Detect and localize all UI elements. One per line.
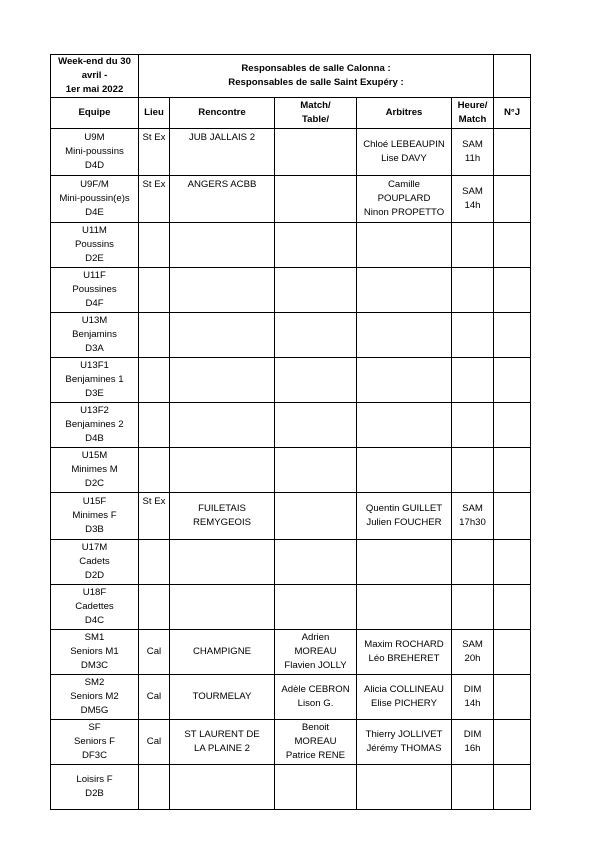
equipe-cell: U15M Minimes M D2C [51,448,139,493]
nj-cell [494,403,531,448]
heure-cell [452,448,494,493]
nj-cell [494,585,531,630]
table-cell [275,585,357,630]
lieu-cell: Cal [139,720,170,765]
nj-cell [494,675,531,720]
arbitres-cell: Camille POUPLARD Ninon PROPETTO [357,176,452,223]
equipe-cell: SM1 Seniors M1 DM3C [51,630,139,675]
nj-cell [494,268,531,313]
table-cell [275,358,357,403]
lieu-cell [139,540,170,585]
table-cell [275,765,357,810]
table-row [51,585,531,630]
col-header-lieu: Lieu [139,98,170,129]
lieu-cell [139,223,170,268]
nj-cell [494,358,531,403]
responsables-label: Responsables de salle Calonna : Responsables de salle Saint Exupéry : [139,55,494,98]
col-header-equipe: Equipe [51,98,139,129]
equipe-cell: U11M Poussins D2E [51,223,139,268]
nj-cell [494,493,531,540]
equipe-cell: U18F Cadettes D4C [51,585,139,630]
table-row [51,630,531,675]
equipe-cell: Loisirs F D2B [51,765,139,810]
equipe-cell: U13M Benjamins D3A [51,313,139,358]
equipe-cell: U13F1 Benjamines 1 D3E [51,358,139,403]
lieu-cell [139,313,170,358]
rencontre-cell [170,585,275,630]
table-cell [275,540,357,585]
heure-cell [452,540,494,585]
table-cell: Benoit MOREAU Patrice RENE [275,720,357,765]
equipe-cell: SF Seniors F DF3C [51,720,139,765]
arbitres-cell [357,765,452,810]
lieu-cell [139,268,170,313]
arbitres-cell [357,268,452,313]
nj-cell [494,176,531,223]
rencontre-cell [170,540,275,585]
heure-cell: SAM 14h [452,176,494,223]
heure-cell [452,223,494,268]
equipe-cell: U11F Poussines D4F [51,268,139,313]
col-header-match-table: Match/ Table/ [275,98,357,129]
rencontre-cell: FUILETAIS REMYGEOIS [170,493,275,540]
lieu-cell [139,765,170,810]
table-cell [275,313,357,358]
arbitres-cell [357,585,452,630]
nj-cell [494,630,531,675]
table-cell [275,223,357,268]
col-header-nj: N°J [494,98,531,129]
rencontre-cell [170,268,275,313]
col-header-arbitres: Arbitres [357,98,452,129]
lieu-cell [139,585,170,630]
empty-header-cell [494,55,531,98]
heure-cell: SAM 20h [452,630,494,675]
table-row [51,313,531,358]
table-row [51,540,531,585]
rencontre-cell [170,765,275,810]
rencontre-cell [170,358,275,403]
table-cell: Adèle CEBRON Lison G. [275,675,357,720]
arbitres-cell [357,358,452,403]
rencontre-cell [170,448,275,493]
table-row [51,268,531,313]
table-row [51,675,531,720]
arbitres-cell [357,223,452,268]
heure-cell: SAM 11h [452,129,494,176]
table-cell [275,129,357,176]
table-cell [275,448,357,493]
equipe-cell: U13F2 Benjamines 2 D4B [51,403,139,448]
heure-cell [452,358,494,403]
arbitres-cell [357,403,452,448]
arbitres-cell: Thierry JOLLIVET Jérémy THOMAS [357,720,452,765]
arbitres-cell [357,313,452,358]
equipe-cell: U17M Cadets D2D [51,540,139,585]
rencontre-cell: JUB JALLAIS 2 [170,129,275,176]
col-header-heure: Heure/ Match [452,98,494,129]
nj-cell [494,448,531,493]
table-row [51,448,531,493]
heure-cell [452,313,494,358]
nj-cell [494,223,531,268]
table-row [51,720,531,765]
nj-cell [494,720,531,765]
table-row [51,765,531,810]
heure-cell [452,268,494,313]
lieu-cell [139,358,170,403]
heure-cell: DIM 14h [452,675,494,720]
col-header-rencontre: Rencontre [170,98,275,129]
equipe-cell: SM2 Seniors M2 DM5G [51,675,139,720]
arbitres-cell [357,448,452,493]
nj-cell [494,540,531,585]
table-cell [275,176,357,223]
lieu-cell: St Ex [139,176,170,223]
heure-cell [452,765,494,810]
equipe-cell: U9F/M Mini-poussin(e)s D4E [51,176,139,223]
arbitres-cell: Chloé LEBEAUPIN Lise DAVY [357,129,452,176]
lieu-cell [139,448,170,493]
rencontre-cell [170,313,275,358]
lieu-cell: Cal [139,630,170,675]
heure-cell [452,403,494,448]
arbitres-cell [357,540,452,585]
lieu-cell [139,403,170,448]
heure-cell [452,585,494,630]
lieu-cell: St Ex [139,493,170,540]
equipe-cell: U9M Mini-poussins D4D [51,129,139,176]
schedule-table [50,54,531,810]
table-row [51,223,531,268]
nj-cell [494,765,531,810]
nj-cell [494,129,531,176]
rencontre-cell: ST LAURENT DE LA PLAINE 2 [170,720,275,765]
table-cell [275,403,357,448]
table-row [51,129,531,176]
lieu-cell: St Ex [139,129,170,176]
rencontre-cell: CHAMPIGNE [170,630,275,675]
lieu-cell: Cal [139,675,170,720]
table-cell [275,493,357,540]
table-row [51,176,531,223]
heure-cell: DIM 16h [452,720,494,765]
table-cell [275,268,357,313]
table-row [51,493,531,540]
table-cell: Adrien MOREAU Flavien JOLLY [275,630,357,675]
table-row [51,403,531,448]
arbitres-cell: Alicia COLLINEAU Elise PICHERY [357,675,452,720]
rencontre-cell [170,403,275,448]
weekend-label: Week-end du 30 avril - 1er mai 2022 [51,55,139,98]
nj-cell [494,313,531,358]
rencontre-cell: TOURMELAY [170,675,275,720]
rencontre-cell: ANGERS ACBB [170,176,275,223]
heure-cell: SAM 17h30 [452,493,494,540]
table-row [51,358,531,403]
arbitres-cell: Quentin GUILLET Julien FOUCHER [357,493,452,540]
header-row-title [51,55,531,98]
equipe-cell: U15F Minimes F D3B [51,493,139,540]
column-header-row [51,98,531,129]
arbitres-cell: Maxim ROCHARD Léo BREHERET [357,630,452,675]
rencontre-cell [170,223,275,268]
